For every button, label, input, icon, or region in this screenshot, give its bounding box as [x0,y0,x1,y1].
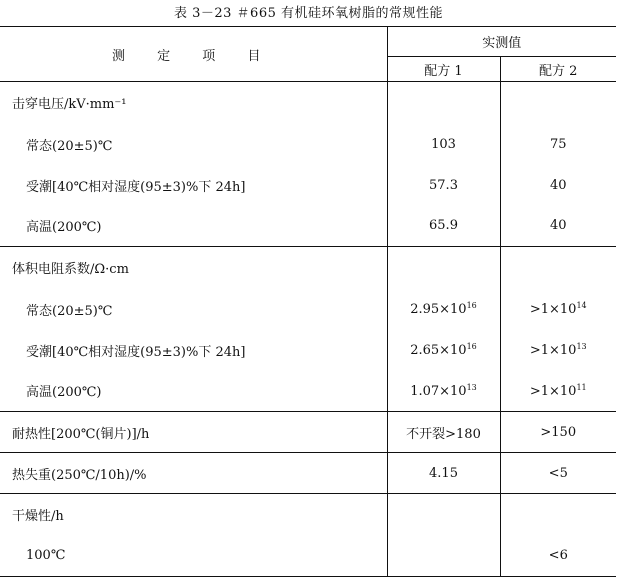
table-row [0,206,616,247]
value-exponent: 11 [576,382,587,392]
header-formula-2: 配方 2 [500,57,616,82]
table-row [0,330,616,371]
table-row [0,453,616,494]
value-exponent: 13 [576,342,587,351]
value-formula-1: 不开裂>180 [387,412,500,453]
header-item-label: 测 定 项 目 [112,48,275,64]
row-label: 受潮[40℃相对湿度(95±3)%下 24h] [26,179,246,195]
header-item [0,27,387,82]
value-formula-2: <5 [500,453,616,494]
table-title: 表 3－23 ＃665 有机硅环氧树脂的常规性能 [173,6,444,21]
row-label: 常态(20±5)℃ [26,303,113,319]
value-formula-1: 57.3 [387,165,500,206]
value-formula-2: 40 [500,165,616,206]
value-formula-1 [387,289,500,330]
row-label: 100℃ [0,536,387,577]
table-row [0,124,616,165]
value-base: >1×10 [529,343,577,358]
value-formula-1: 103 [387,124,500,165]
table-row [0,165,616,206]
value-base: 2.95×10 [410,302,467,317]
row-label: 受潮[40℃相对湿度(95±3)%下 24h] [26,344,246,360]
value-formula-2 [500,330,616,371]
value-formula-1 [387,536,500,577]
value-formula-1: 65.9 [387,206,500,247]
section-label: 击穿电压/kV·mm⁻¹ [0,82,387,124]
properties-table [0,26,616,577]
section-row [0,494,616,536]
section-row [0,247,616,289]
value-base: 2.65×10 [410,343,467,358]
section-row [0,82,616,124]
value-formula-2 [500,289,616,330]
row-label: 耐热性[200℃(铜片)]/h [0,412,387,453]
table-row [0,289,616,330]
value-exponent: 16 [466,301,477,310]
value-formula-2 [500,371,616,412]
value-base: >1×10 [529,383,577,399]
table-row [0,371,616,412]
row-label: 高温(200℃) [26,385,102,401]
value-formula-2: <6 [500,536,616,577]
row-label: 热失重(250℃/10h)/% [0,453,387,494]
table-row [0,536,616,577]
table-row [0,412,616,453]
value-exponent: 16 [466,342,477,351]
value-formula-1 [387,371,500,412]
value-formula-1 [387,330,500,371]
section-label: 干燥性/h [0,494,387,536]
value-formula-1: 4.15 [387,453,500,494]
value-formula-2: 40 [500,206,616,247]
header-measured: 实测值 [387,27,616,57]
value-exponent: 14 [576,301,587,310]
header-formula-1: 配方 1 [387,57,500,82]
row-label: 高温(200℃) [26,220,102,236]
section-label: 体积电阻系数/Ω·cm [0,247,387,289]
value-base: >1×10 [529,302,577,317]
value-formula-2: >150 [500,412,616,453]
value-base: 1.07×10 [410,383,467,399]
value-formula-2: 75 [500,124,616,165]
row-label: 常态(20±5)℃ [26,138,113,154]
value-exponent: 13 [466,382,477,392]
